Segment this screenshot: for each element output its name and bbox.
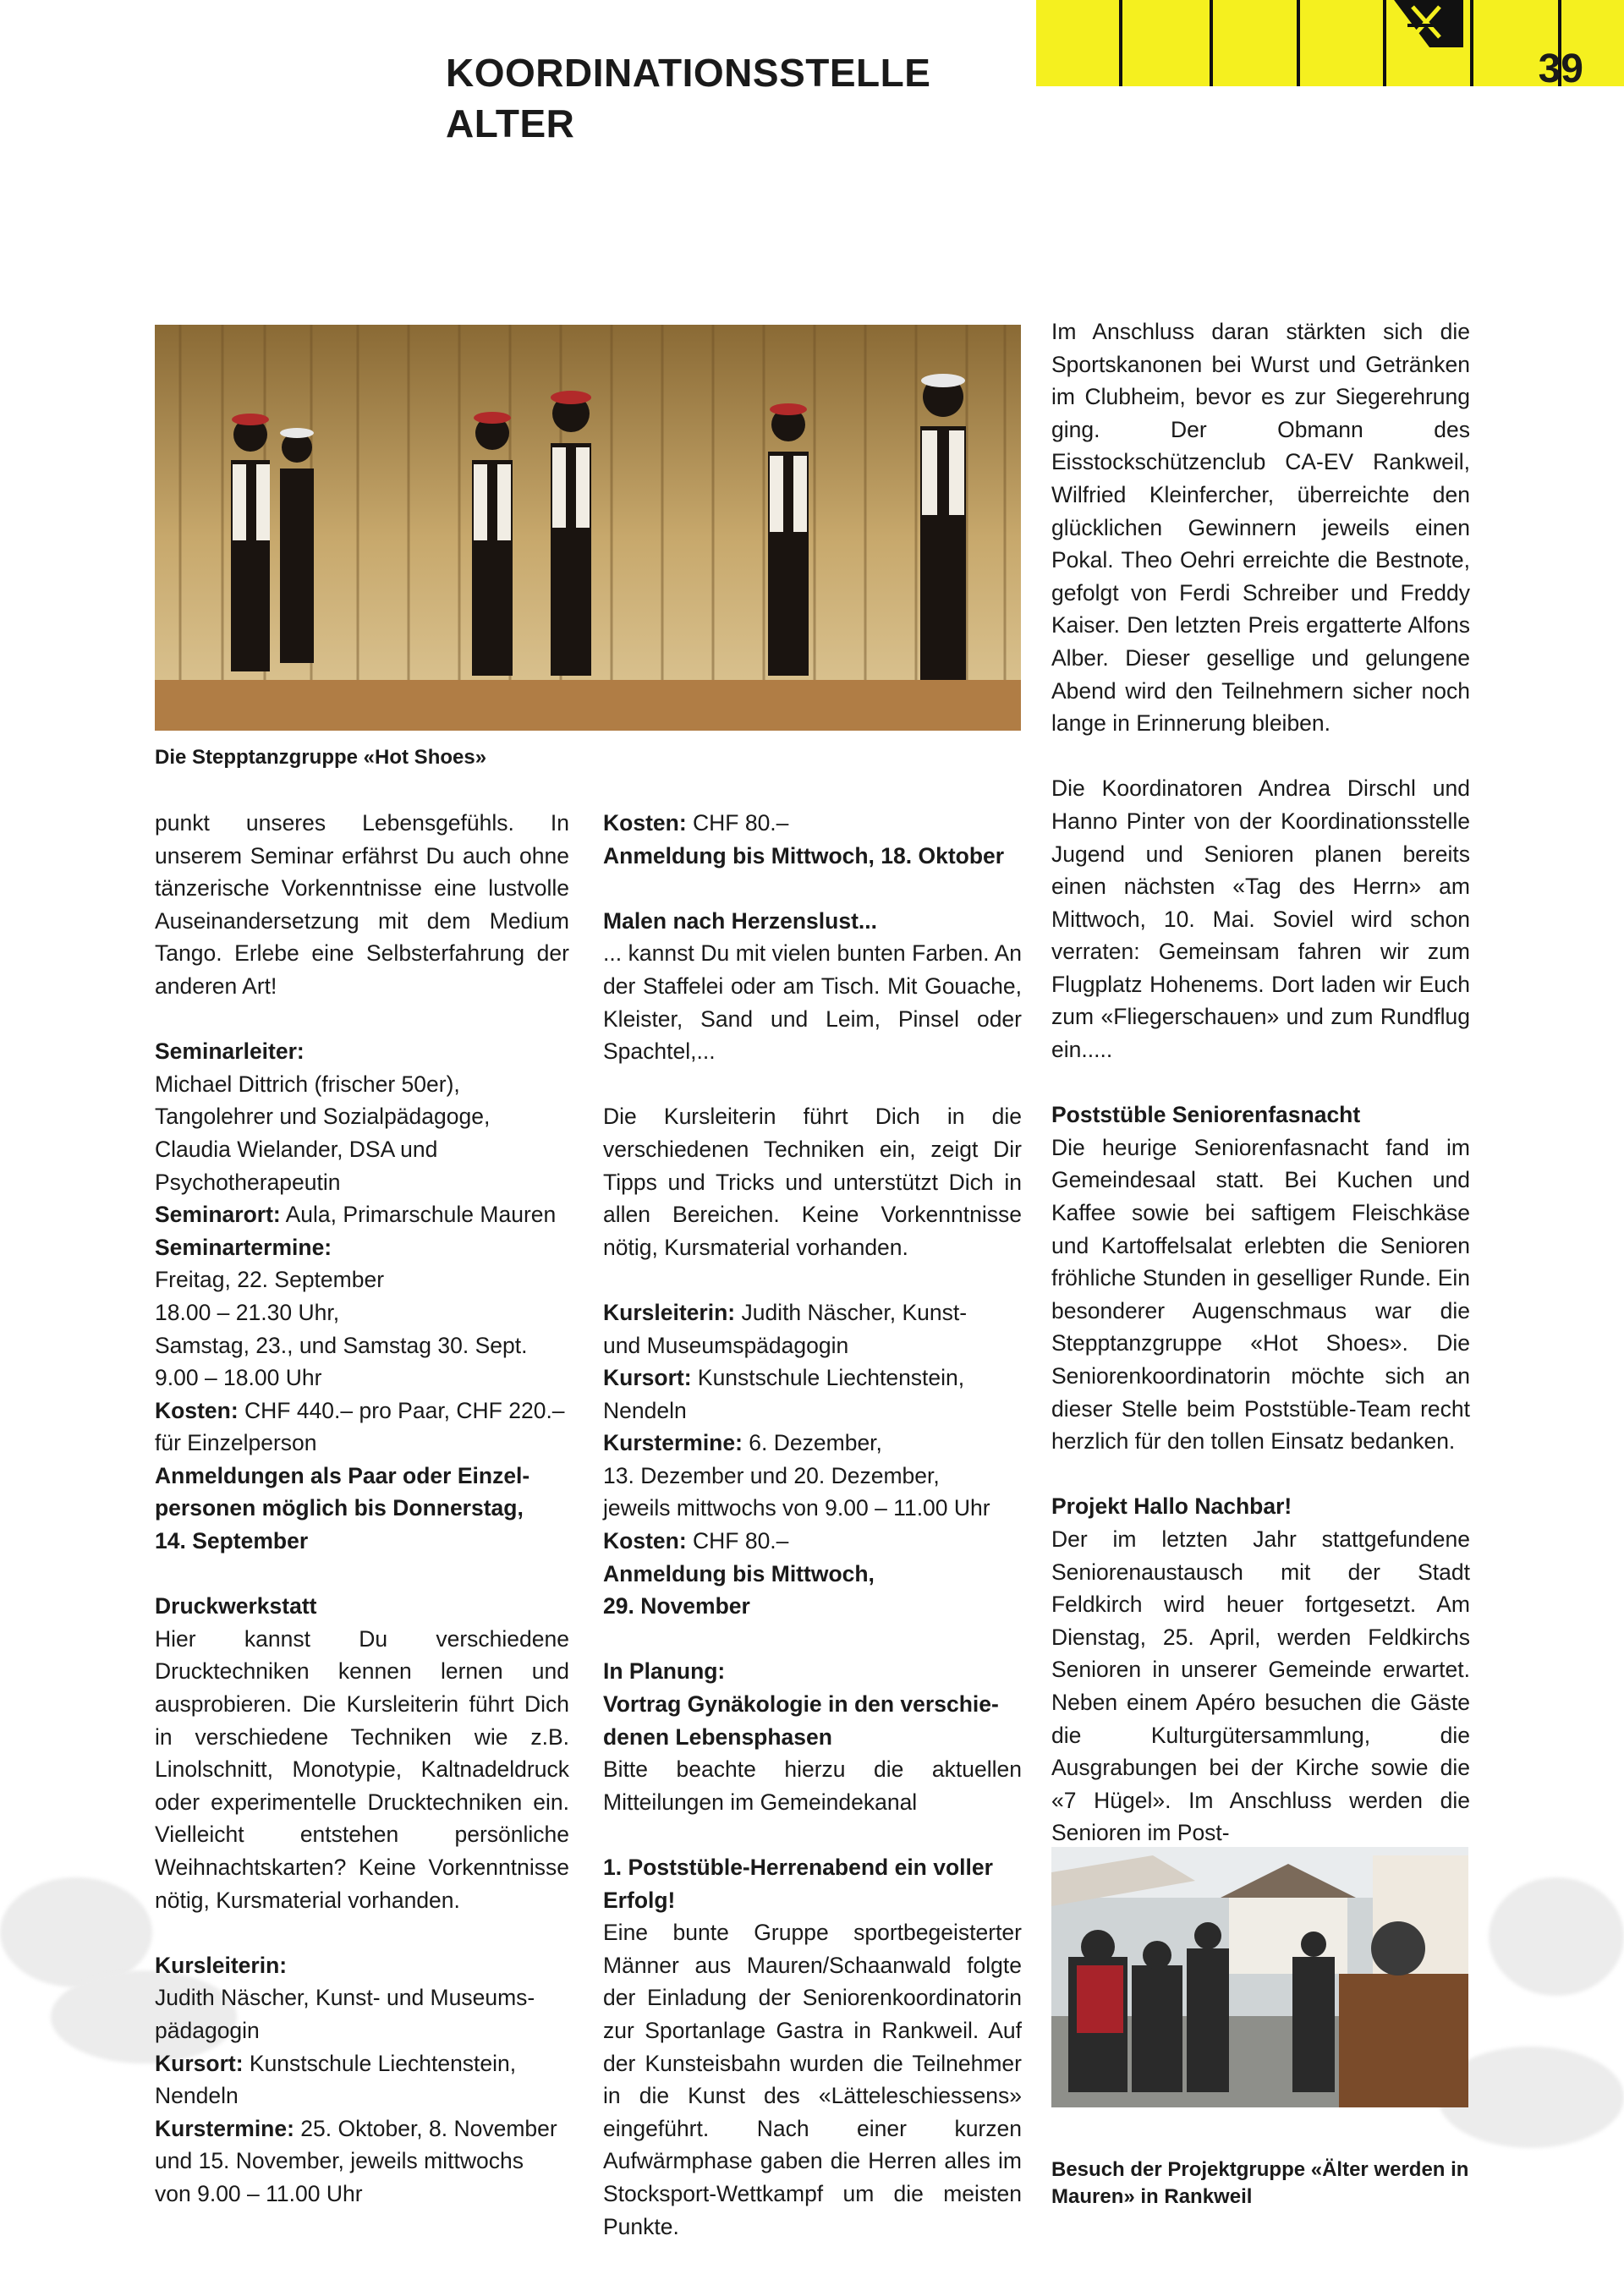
value: Aula, Primarschule Mauren [280, 1202, 557, 1228]
group-visit-photo [1051, 1847, 1468, 2107]
photo-caption: Besuch der Projektgruppe «Älter werden in [1051, 2158, 1469, 2181]
text-line: und Museumspädagogin [603, 1332, 849, 1358]
text-line: Psychotherapeutin [155, 1169, 341, 1195]
band-divider [1297, 0, 1300, 86]
text-line: 18.00 – 21.30 Uhr, [155, 1299, 340, 1325]
paragraph: Eine bunte Gruppe sportbegeisterter Männer aus Mauren/Schaanwald folgte der Einladung der Seniorenkoordinatorin zur Sportanlage Gastra in Rankweil. Auf der Kunsteisbahn wurden die Teilnehmer in die Kunst des «Lätteleschiessens» eingeführt. Nach einer kurzen Aufwärmphase gaben die Herren alles im Stocksport-Wettkampf um die meisten Punkte. [603, 1920, 1022, 2239]
label: Kosten: [603, 1528, 687, 1554]
bold-line: Anmeldungen als Paar oder Einzel- [155, 1462, 530, 1488]
paragraph: Hier kannst Du verschiedene Drucktechniken kennen lernen und ausprobieren. Die Kursleiterin führt Dich in verschiedene Techniken wie z.B. Linolschnitt, Monotypie, Kaltnadeldruck oder experimentelle Drucktechniken ein. Vielleicht entstehen persönliche Weihnachtskarten? Keine Vorkenntnisse nötig, Kursmaterial vorhanden. [155, 1625, 569, 1913]
label: Seminartermine: [155, 1234, 332, 1260]
band-divider [1210, 0, 1213, 86]
label: Kursort: [155, 2050, 244, 2076]
paragraph: ... kannst Du mit vielen bunten Farben. An der Staffelei oder am Tisch. Mit Gouache, Kleister, Sand und Leim, Pinsel oder Spachtel,... [603, 940, 1022, 1065]
value: CHF 440.– pro Paar, CHF 220.– [238, 1397, 565, 1423]
section-heading: In Planung: [603, 1658, 726, 1685]
background-texture [1489, 1877, 1624, 1996]
bold-line: 29. November [603, 1593, 750, 1619]
text-line: Samstag, 23., und Samstag 30. Sept. [155, 1332, 528, 1358]
paragraph: Die Kursleiterin führt Dich in die verschiedenen Techniken ein, zeigt Dir Tipps und Tricks und unterstützt Dich in allen Bereichen. Keine Vorkenntnisse nötig, Kursmaterial vorhanden. [603, 1104, 1022, 1260]
section-heading: Poststüble Seniorenfasnacht [1051, 1102, 1361, 1128]
text-line: pädagogin [155, 2017, 260, 2043]
text-line: Judith Näscher, Kunst- und Museums- [155, 1985, 535, 2011]
bold-line: 14. September [155, 1528, 309, 1554]
value: 6. Dezember, [742, 1430, 882, 1456]
text-line: für Einzelperson [155, 1430, 317, 1456]
paragraph: Die Koordinatoren Andrea Dirschl und Hanno Pinter von der Koordinationsstelle Jugend und Senioren planen bereits einen nächsten «Tag des Herrn» am Mittwoch, 10. Mai. Soviel wird schon verraten: Gemeinsam fahren wir zum Flugplatz Hohenems. Dort laden wir Euch zum «Fliegerschauen» und zum Rundflug ein..... [1051, 775, 1470, 1063]
label: Kosten: [155, 1397, 239, 1423]
label: Kurstermine: [155, 2115, 294, 2141]
value: CHF 80.– [686, 1528, 789, 1554]
band-divider [1383, 0, 1386, 86]
text-column-middle [603, 807, 1022, 2243]
label: Kurstermine: [603, 1430, 743, 1456]
label: Kursleiterin: [155, 1952, 288, 1978]
text-line: Tangolehrer und Sozialpädagoge, [155, 1104, 491, 1130]
bold-line: Anmeldung bis Mittwoch, 18. Oktober [603, 842, 1005, 869]
value: 25. Oktober, 8. November [294, 2115, 557, 2141]
paragraph: punkt unseres Lebensgefühls. In unserem Seminar erfährst Du auch ohne tänzerische Vorkenntnisse eine lustvolle Auseinandersetzung mit dem Medium Tango. Erlebe eine Selbsterfahrung der anderen Art! [155, 810, 569, 999]
text-line: von 9.00 – 11.00 Uhr [155, 2180, 363, 2206]
paragraph: Bitte beachte hierzu die aktuellen Mitteilungen im Gemeindekanal [603, 1756, 1022, 1815]
text-line: jeweils mittwochs von 9.00 – 11.00 Uhr [603, 1495, 990, 1521]
section-heading: Projekt Hallo Nachbar! [1051, 1493, 1292, 1520]
text-line: Nendeln [603, 1397, 687, 1423]
bold-line: Anmeldung bis Mittwoch, [603, 1560, 875, 1586]
paragraph: Der im letzten Jahr stattgefundene Seniorenaustausch mit der Stadt Feldkirch wird heuer fortgesetzt. Am Dienstag, 25. April, werden Feldkirchs Senioren in unserer Gemeinde erwartet. Neben einem Apéro besuchen die Gäste die Kulturgütersammlung, die Ausgrabungen bei der Kirche sowie die «7 Hügel». Im Anschluss werden die Senioren im Post- [1051, 1526, 1470, 1846]
photo-caption: Die Stepptanzgruppe «Hot Shoes» [155, 746, 487, 769]
value: Kunstschule Liechtenstein, [691, 1365, 965, 1391]
text-line: 9.00 – 18.00 Uhr [155, 1365, 322, 1391]
label: Seminarort: [155, 1202, 281, 1228]
section-heading: denen Lebensphasen [603, 1723, 832, 1750]
section-heading: Druckwerkstatt [155, 1593, 317, 1619]
label: Kursleiterin: [603, 1299, 736, 1325]
stage-dance-photo [155, 325, 1021, 731]
bold-line: personen möglich bis Donnerstag, [155, 1495, 524, 1521]
text-column-left [155, 807, 569, 2211]
text-line: Nendeln [155, 2083, 239, 2109]
label: Kursort: [603, 1365, 692, 1391]
section-heading: Malen nach Herzenslust... [603, 907, 877, 934]
paragraph: Im Anschluss daran stärkten sich die Sportskanonen bei Wurst und Getränken im Clubheim, bevor es zur Siegerehrung ging. Der Obmann des Eisstockschützenclub CA-EV Rankweil, Wilfried Kleinfercher, überreichte den glücklichen Gewinnern jeweils einen Pokal. Theo Oehri erreichte die Bestnote, gefolgt von Ferdi Schreiber und Freddy Kaiser. Den letzten Preis ergatterte Alfons Alber. Dieser gesellige und gelungene Abend wird den Teilnehmern sicher noch lange in Erinnerung bleiben. [1051, 319, 1470, 737]
text-line: Freitag, 22. September [155, 1267, 385, 1293]
text-line: 13. Dezember und 20. Dezember, [603, 1462, 940, 1488]
text-line: Michael Dittrich (frischer 50er), [155, 1071, 460, 1097]
section-heading: 1. Poststüble-Herrenabend ein voller [603, 1855, 993, 1880]
label: Kosten: [603, 810, 687, 836]
header-color-band [1036, 0, 1624, 91]
photo-caption: Mauren» in Rankweil [1051, 2185, 1253, 2208]
page-number: 39 [1538, 47, 1583, 91]
text-column-right [1051, 315, 1470, 1849]
value: CHF 80.– [686, 810, 789, 836]
section-heading: Vortrag Gynäkologie in den verschie- [603, 1691, 999, 1718]
text-line: und 15. November, jeweils mittwochs [155, 2148, 524, 2174]
paragraph: Die heurige Seniorenfasnacht fand im Gemeindesaal statt. Bei Kuchen und Kaffee sowie bei saftigem Fleischkäse und Kartoffelsalat erlebten die Senioren fröhliche Stunden in geselliger Runde. Ein besonderer Augenschmaus war die Stepptanzgruppe «Hot Shoes». Die Seniorenkoordinatorin möchte sich an dieser Stelle beim Poststüble-Team recht herzlich für den tollen Einsatz bedanken. [1051, 1134, 1470, 1455]
value: Judith Näscher, Kunst- [735, 1299, 968, 1325]
band-divider [1470, 0, 1473, 86]
value: Kunstschule Liechtenstein, [243, 2050, 517, 2076]
label: Seminarleiter: [155, 1038, 304, 1065]
text-line: Claudia Wielander, DSA und [155, 1136, 438, 1162]
section-heading: Erfolg! [603, 1887, 676, 1913]
coat-of-arms-icon [1387, 0, 1463, 47]
band-divider [1119, 0, 1122, 86]
page-title: KOORDINATIONSSTELLE ALTER [446, 51, 931, 145]
